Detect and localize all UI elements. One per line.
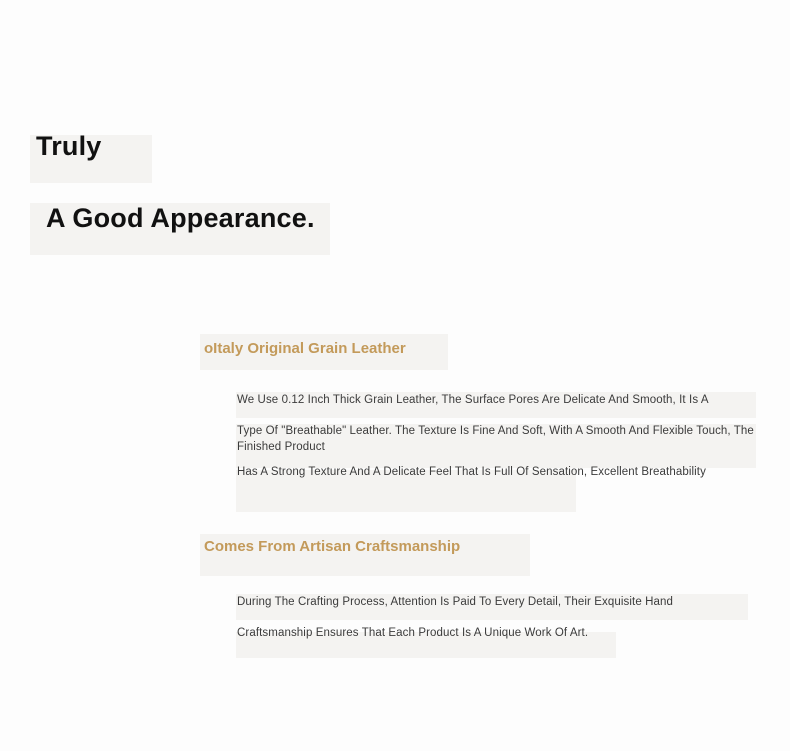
section-leather-line-3: Has A Strong Texture And A Delicate Feel That Is Full Of Sensation, Excellent Breathability — [237, 466, 706, 479]
section-artisan-body — [237, 595, 764, 642]
headline-block — [36, 130, 315, 235]
section-artisan-line-1: During The Crafting Process, Attention Is Paid To Every Detail, Their Exquisite Hand — [237, 595, 674, 608]
section-artisan-line-2: Craftsmanship Ensures That Each Product Is A Unique Work Of Art. — [237, 627, 589, 640]
section-artisan-title: Comes From Artisan Craftsmanship — [204, 538, 461, 555]
section-leather-line-2: Type Of "Breathable" Leather. The Texture Is Fine And Soft, With A Smooth And Flexible Touch, The Finished Product — [237, 425, 754, 453]
headline-line-1: Truly — [36, 131, 102, 161]
section-leather — [204, 340, 764, 481]
section-leather-body — [237, 393, 764, 481]
headline-line-2: A Good Appearance. — [46, 203, 315, 234]
section-leather-line-1: We Use 0.12 Inch Thick Grain Leather, The Surface Pores Are Delicate And Smooth, It Is A — [237, 393, 709, 406]
section-leather-title: oItaly Original Grain Leather — [204, 340, 406, 357]
section-artisan — [204, 538, 764, 642]
